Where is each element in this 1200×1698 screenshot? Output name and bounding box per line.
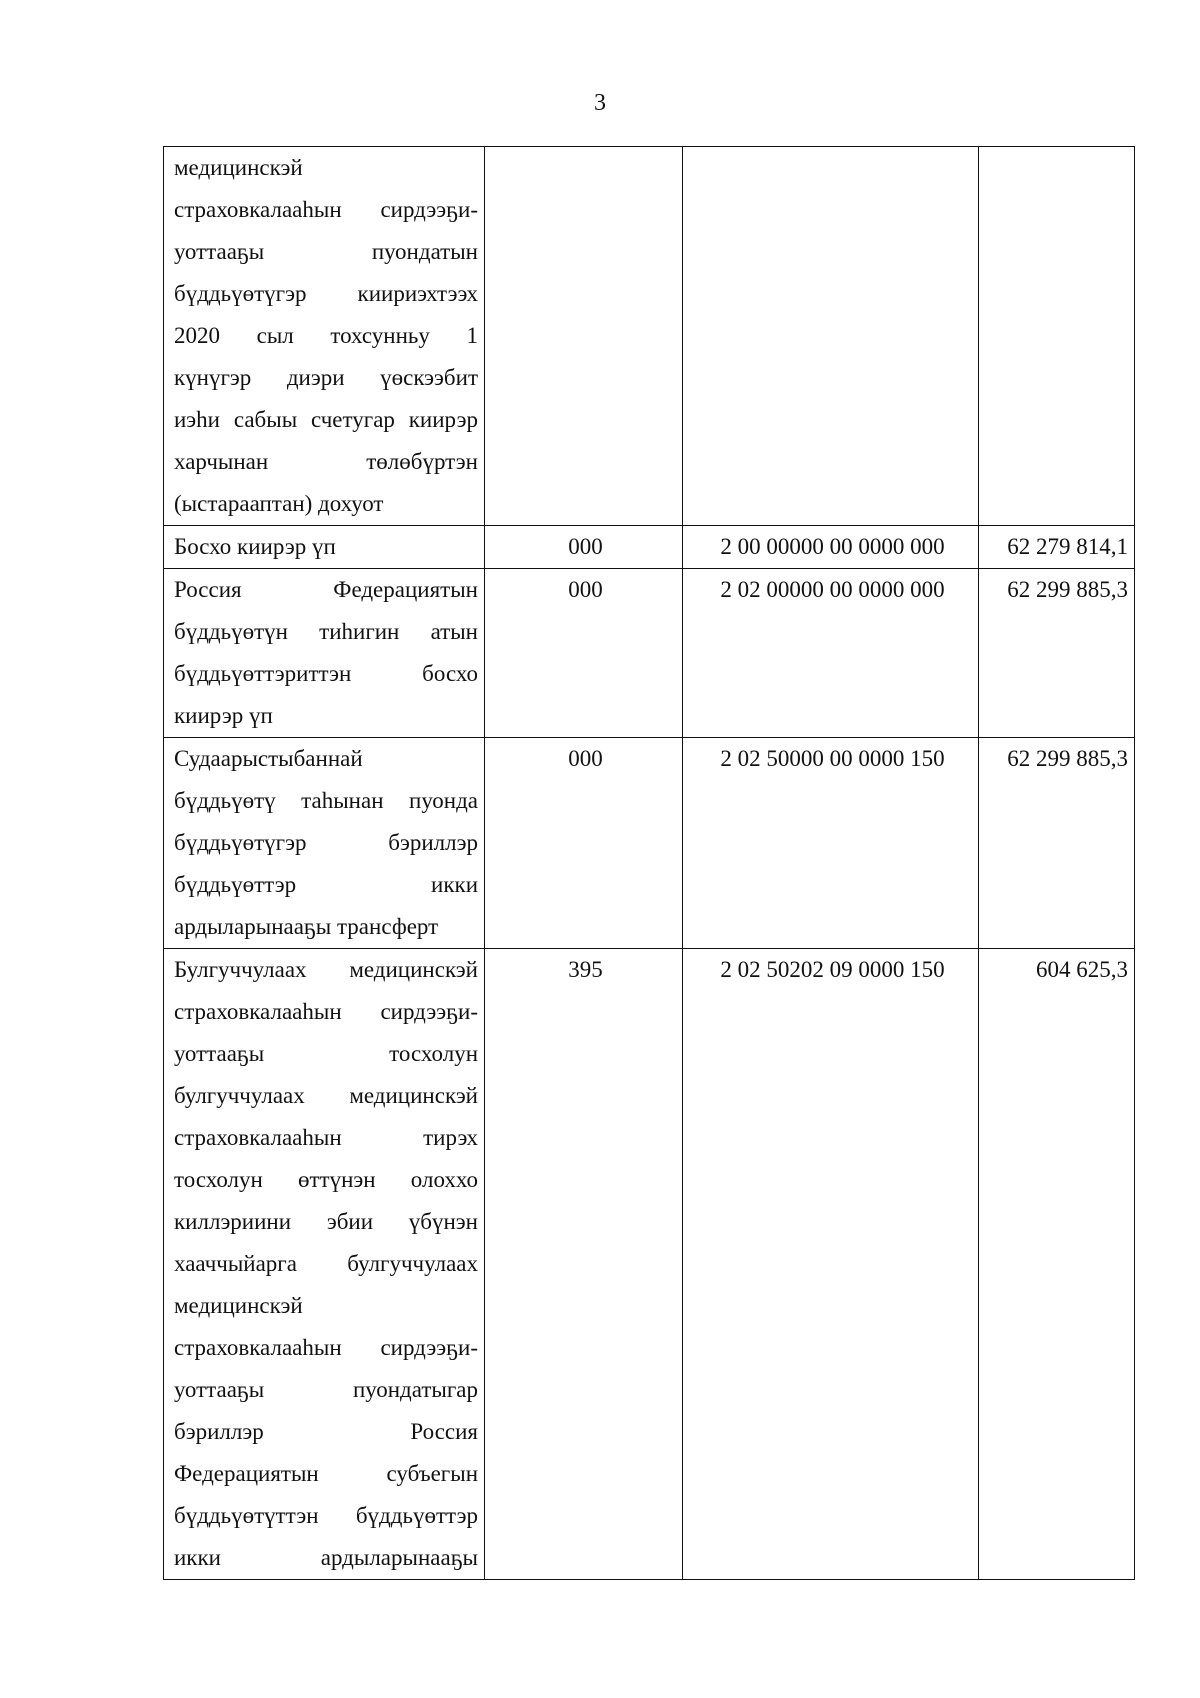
description-line: бүддьүөттэр икки bbox=[174, 872, 478, 897]
row-classification-code: 2 02 50202 09 0000 150 bbox=[683, 949, 979, 1580]
description-line: булгуччулаах медицинскэй bbox=[174, 1083, 478, 1108]
row-amount: 604 625,3 bbox=[979, 949, 1135, 1580]
description-line: харчынан төлөбүртэн bbox=[174, 449, 478, 474]
description-line: бүддьүөтүттэн бүддьүөттэр bbox=[174, 1503, 478, 1528]
description-line: Федерациятын субъегын bbox=[174, 1461, 478, 1486]
description-line: Россия Федерациятын bbox=[174, 577, 478, 602]
row-classification-code: 2 00 00000 00 0000 000 bbox=[683, 526, 979, 569]
row-description bbox=[164, 569, 485, 738]
row-code bbox=[485, 147, 683, 526]
description-line: киирэр үп bbox=[174, 703, 273, 728]
description-line: Босхо киирэр үп bbox=[174, 534, 336, 559]
row-classification-code: 2 02 00000 00 0000 000 bbox=[683, 569, 979, 738]
row-description bbox=[164, 949, 485, 1580]
row-amount bbox=[979, 147, 1135, 526]
budget-table bbox=[163, 146, 1135, 1580]
description-line: бүддьүөтүгэр киириэхтээх bbox=[174, 281, 478, 306]
description-line: киллэриини эбии үбүнэн bbox=[174, 1209, 478, 1234]
description-line: страховкалааһын сирдээҕи- bbox=[174, 999, 478, 1024]
description-line: бүддьүөтү таһынан пуонда bbox=[174, 788, 478, 813]
table-row bbox=[164, 147, 1135, 526]
description-line: бүддьүөттэриттэн босхо bbox=[174, 661, 478, 686]
description-line: иэһи сабыы счетугар киирэр bbox=[174, 407, 478, 432]
row-description bbox=[164, 738, 485, 949]
description-line: тосхолун өттүнэн олоххо bbox=[174, 1167, 478, 1192]
description-line: медицинскэй bbox=[174, 155, 303, 180]
description-line: страховкалааһын тирэх bbox=[174, 1125, 478, 1150]
description-line: ардыларынааҕы трансферт bbox=[174, 914, 439, 939]
description-line: бүддьүөтүгэр бэриллэр bbox=[174, 830, 478, 855]
row-classification-code: 2 02 50000 00 0000 150 bbox=[683, 738, 979, 949]
description-line: бүддьүөтүн тиһигин атын bbox=[174, 619, 478, 644]
table-row bbox=[164, 738, 1135, 949]
description-line: уоттааҕы пуондатыгар bbox=[174, 1377, 478, 1402]
row-code: 000 bbox=[485, 526, 683, 569]
description-line: страховкалааһын сирдээҕи- bbox=[174, 197, 478, 222]
description-line: уоттааҕы пуондатын bbox=[174, 239, 478, 264]
table-row bbox=[164, 569, 1135, 738]
description-line: бэриллэр Россия bbox=[174, 1419, 478, 1444]
description-line: 2020 сыл тохсунньу 1 bbox=[174, 323, 478, 348]
row-amount: 62 279 814,1 bbox=[979, 526, 1135, 569]
table-row bbox=[164, 526, 1135, 569]
description-line: страховкалааһын сирдээҕи- bbox=[174, 1335, 478, 1360]
description-line: хааччыйарга булгуччулаах bbox=[174, 1251, 478, 1276]
description-line: икки ардыларынааҕы bbox=[174, 1545, 478, 1570]
row-classification-code bbox=[683, 147, 979, 526]
row-amount: 62 299 885,3 bbox=[979, 738, 1135, 949]
row-code: 000 bbox=[485, 569, 683, 738]
description-line: (ыстарааптан) дохуот bbox=[174, 491, 384, 516]
description-line: Булгуччулаах медицинскэй bbox=[174, 957, 478, 982]
page-number: 3 bbox=[594, 90, 606, 116]
row-code: 395 bbox=[485, 949, 683, 1580]
description-line: медицинскэй bbox=[174, 1293, 303, 1318]
row-code: 000 bbox=[485, 738, 683, 949]
row-description bbox=[164, 526, 485, 569]
description-line: Судаарыстыбаннай bbox=[174, 746, 363, 771]
description-line: күнүгэр диэри үөскээбит bbox=[174, 365, 478, 390]
table-row bbox=[164, 949, 1135, 1580]
description-line: уоттааҕы тосхолун bbox=[174, 1041, 478, 1066]
row-description bbox=[164, 147, 485, 526]
row-amount: 62 299 885,3 bbox=[979, 569, 1135, 738]
